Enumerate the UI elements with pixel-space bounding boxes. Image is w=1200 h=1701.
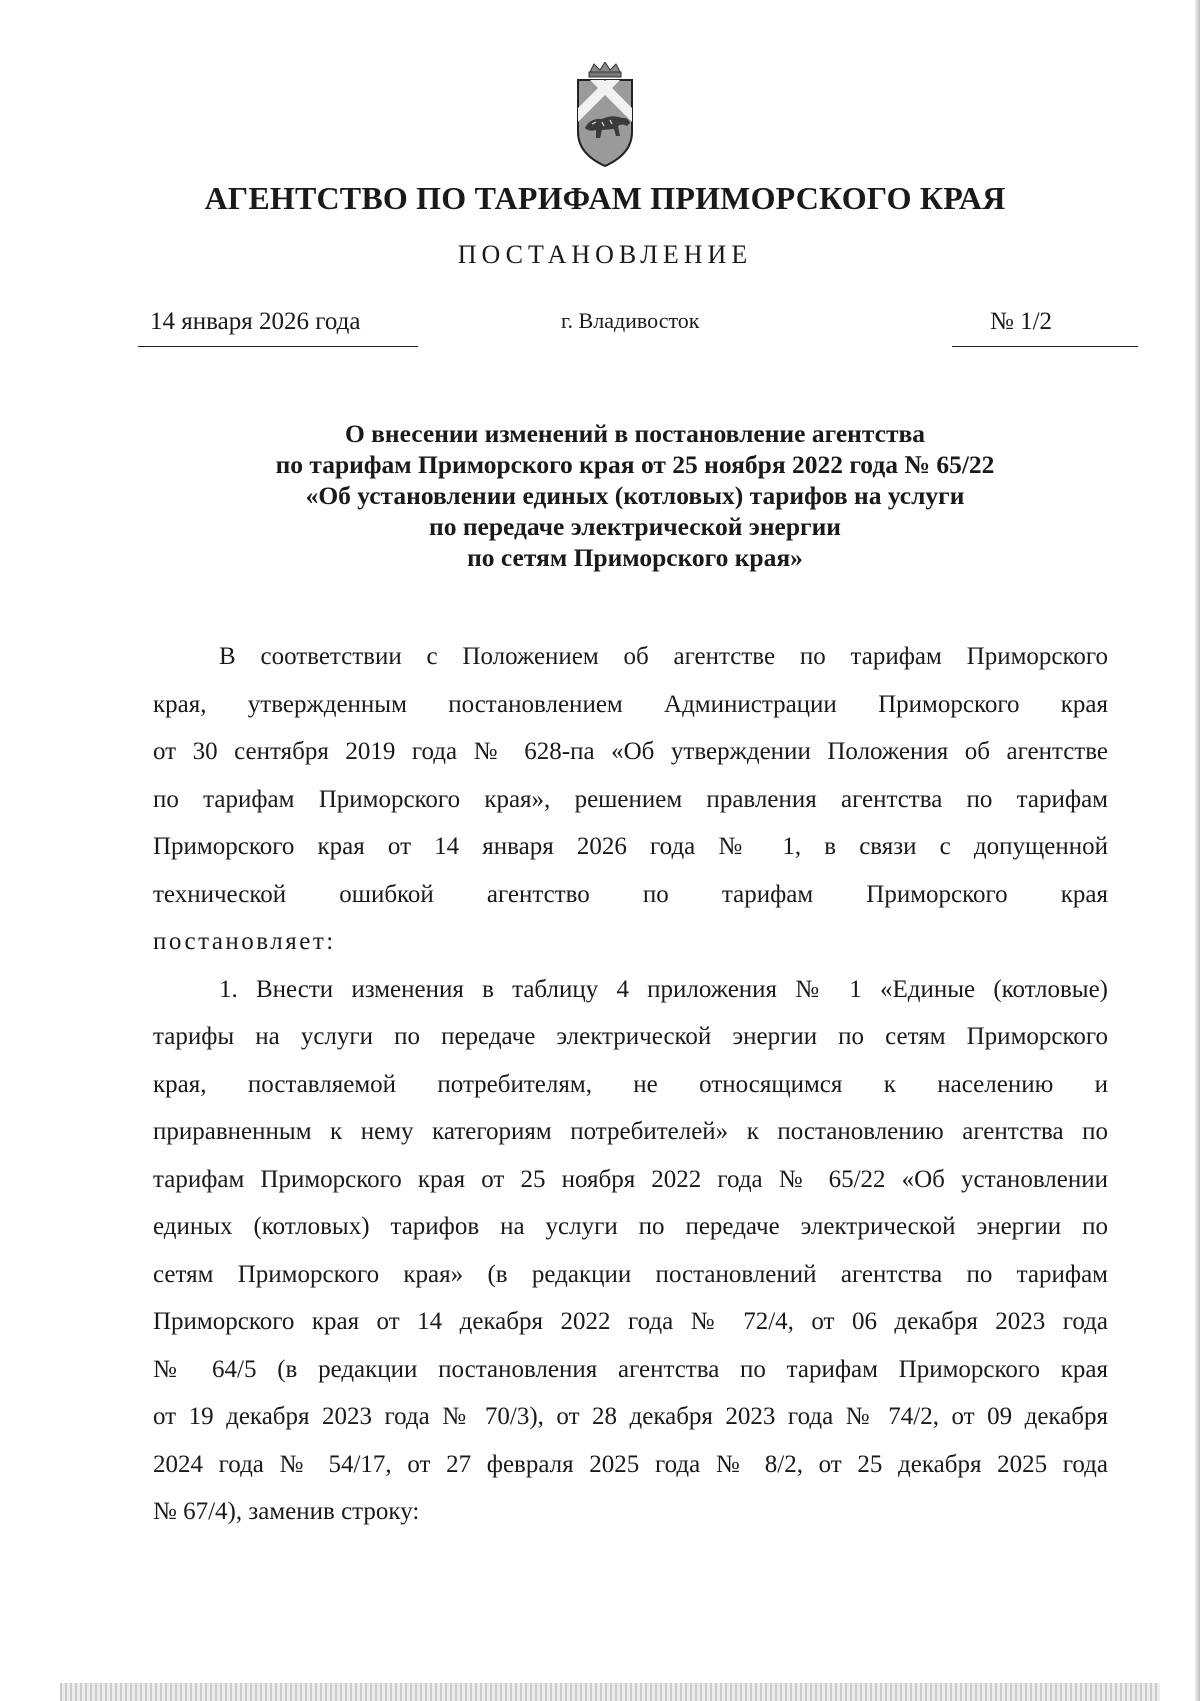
text-line: № 64/5 (в редакции постановления агентства по тарифам Приморского края [153,1355,1108,1383]
text-line: края, поставляемой потребителям, не относящимся к населению и [153,1070,1108,1098]
text-line: В соответствии с Положением об агентстве по тарифам Приморского [219,643,1108,670]
heading-line: по сетям Приморского края» [467,543,803,572]
heading-line: О внесении изменений в постановление агентства [344,419,926,448]
document-body [153,633,1108,1536]
preamble-paragraph [153,633,1108,966]
heading-line: «Об установлении единых (котловых) тарифов на услуги [305,481,965,510]
text-line: сетям Приморского края» (в редакции постановлений агентства по тарифам [153,1260,1108,1288]
heading-line: по передаче электрической энергии [429,512,841,541]
document-date: 14 января 2026 года [150,308,361,335]
text-line: тарифам Приморского края от 25 ноября 2022 года № 65/22 «Об установлении [153,1165,1108,1193]
organization-title: АГЕНТСТВО ПО ТАРИФАМ ПРИМОРСКОГО КРАЯ [204,180,1006,216]
text-line: единых (котловых) тарифов на услуги по передаче электрической энергии по [153,1213,1108,1240]
text-line: тарифы на услуги по передаче электрической энергии по сетям Приморского [153,1023,1108,1050]
date-underline [138,346,418,347]
text-line: Приморского края от 14 января 2026 года № 1, в связи с допущенной [153,833,1108,860]
text-line: технической ошибкой агентство по тарифам Приморского края [153,880,1108,908]
document-city: г. Владивосток [561,308,700,333]
heading-line: по тарифам Приморского края от 25 ноября 2022 года № 65/22 [275,450,995,479]
text-line: 1. Внести изменения в таблицу 4 приложения № 1 «Единые (котловые) [219,975,1108,1003]
text-line: края, утвержденным постановлением Администрации Приморского края [153,690,1108,718]
document-number: № 1/2 [990,308,1053,335]
text-line: 2024 года № 54/17, от 27 февраля 2025 года № 8/2, от 25 декабря 2025 года [153,1450,1108,1478]
item-1-paragraph [153,966,1108,1536]
document-heading [0,418,1200,573]
text-line: № 67/4), заменив строку: [153,1498,420,1525]
primorsky-coat-of-arms-icon [572,62,638,172]
text-line: Приморского края от 14 декабря 2022 года № 72/4, от 06 декабря 2023 года [153,1308,1108,1335]
document-type: ПОСТАНОВЛЕНИЕ [457,240,753,269]
text-line: от 19 декабря 2023 года № 70/3), от 28 декабря 2023 года № 74/2, от 09 декабря [153,1403,1108,1430]
number-underline [952,346,1138,347]
text-line: приравненным к нему категориям потребителей» к постановлению агентства по [153,1118,1108,1145]
decree-word: постановляет: [153,928,336,955]
scan-bottom-edge [60,1683,1160,1701]
text-line: от 30 сентября 2019 года № 628-па «Об утверждении Положения об агентстве [153,738,1108,765]
text-line: по тарифам Приморского края», решением правления агентства по тарифам [153,785,1108,813]
